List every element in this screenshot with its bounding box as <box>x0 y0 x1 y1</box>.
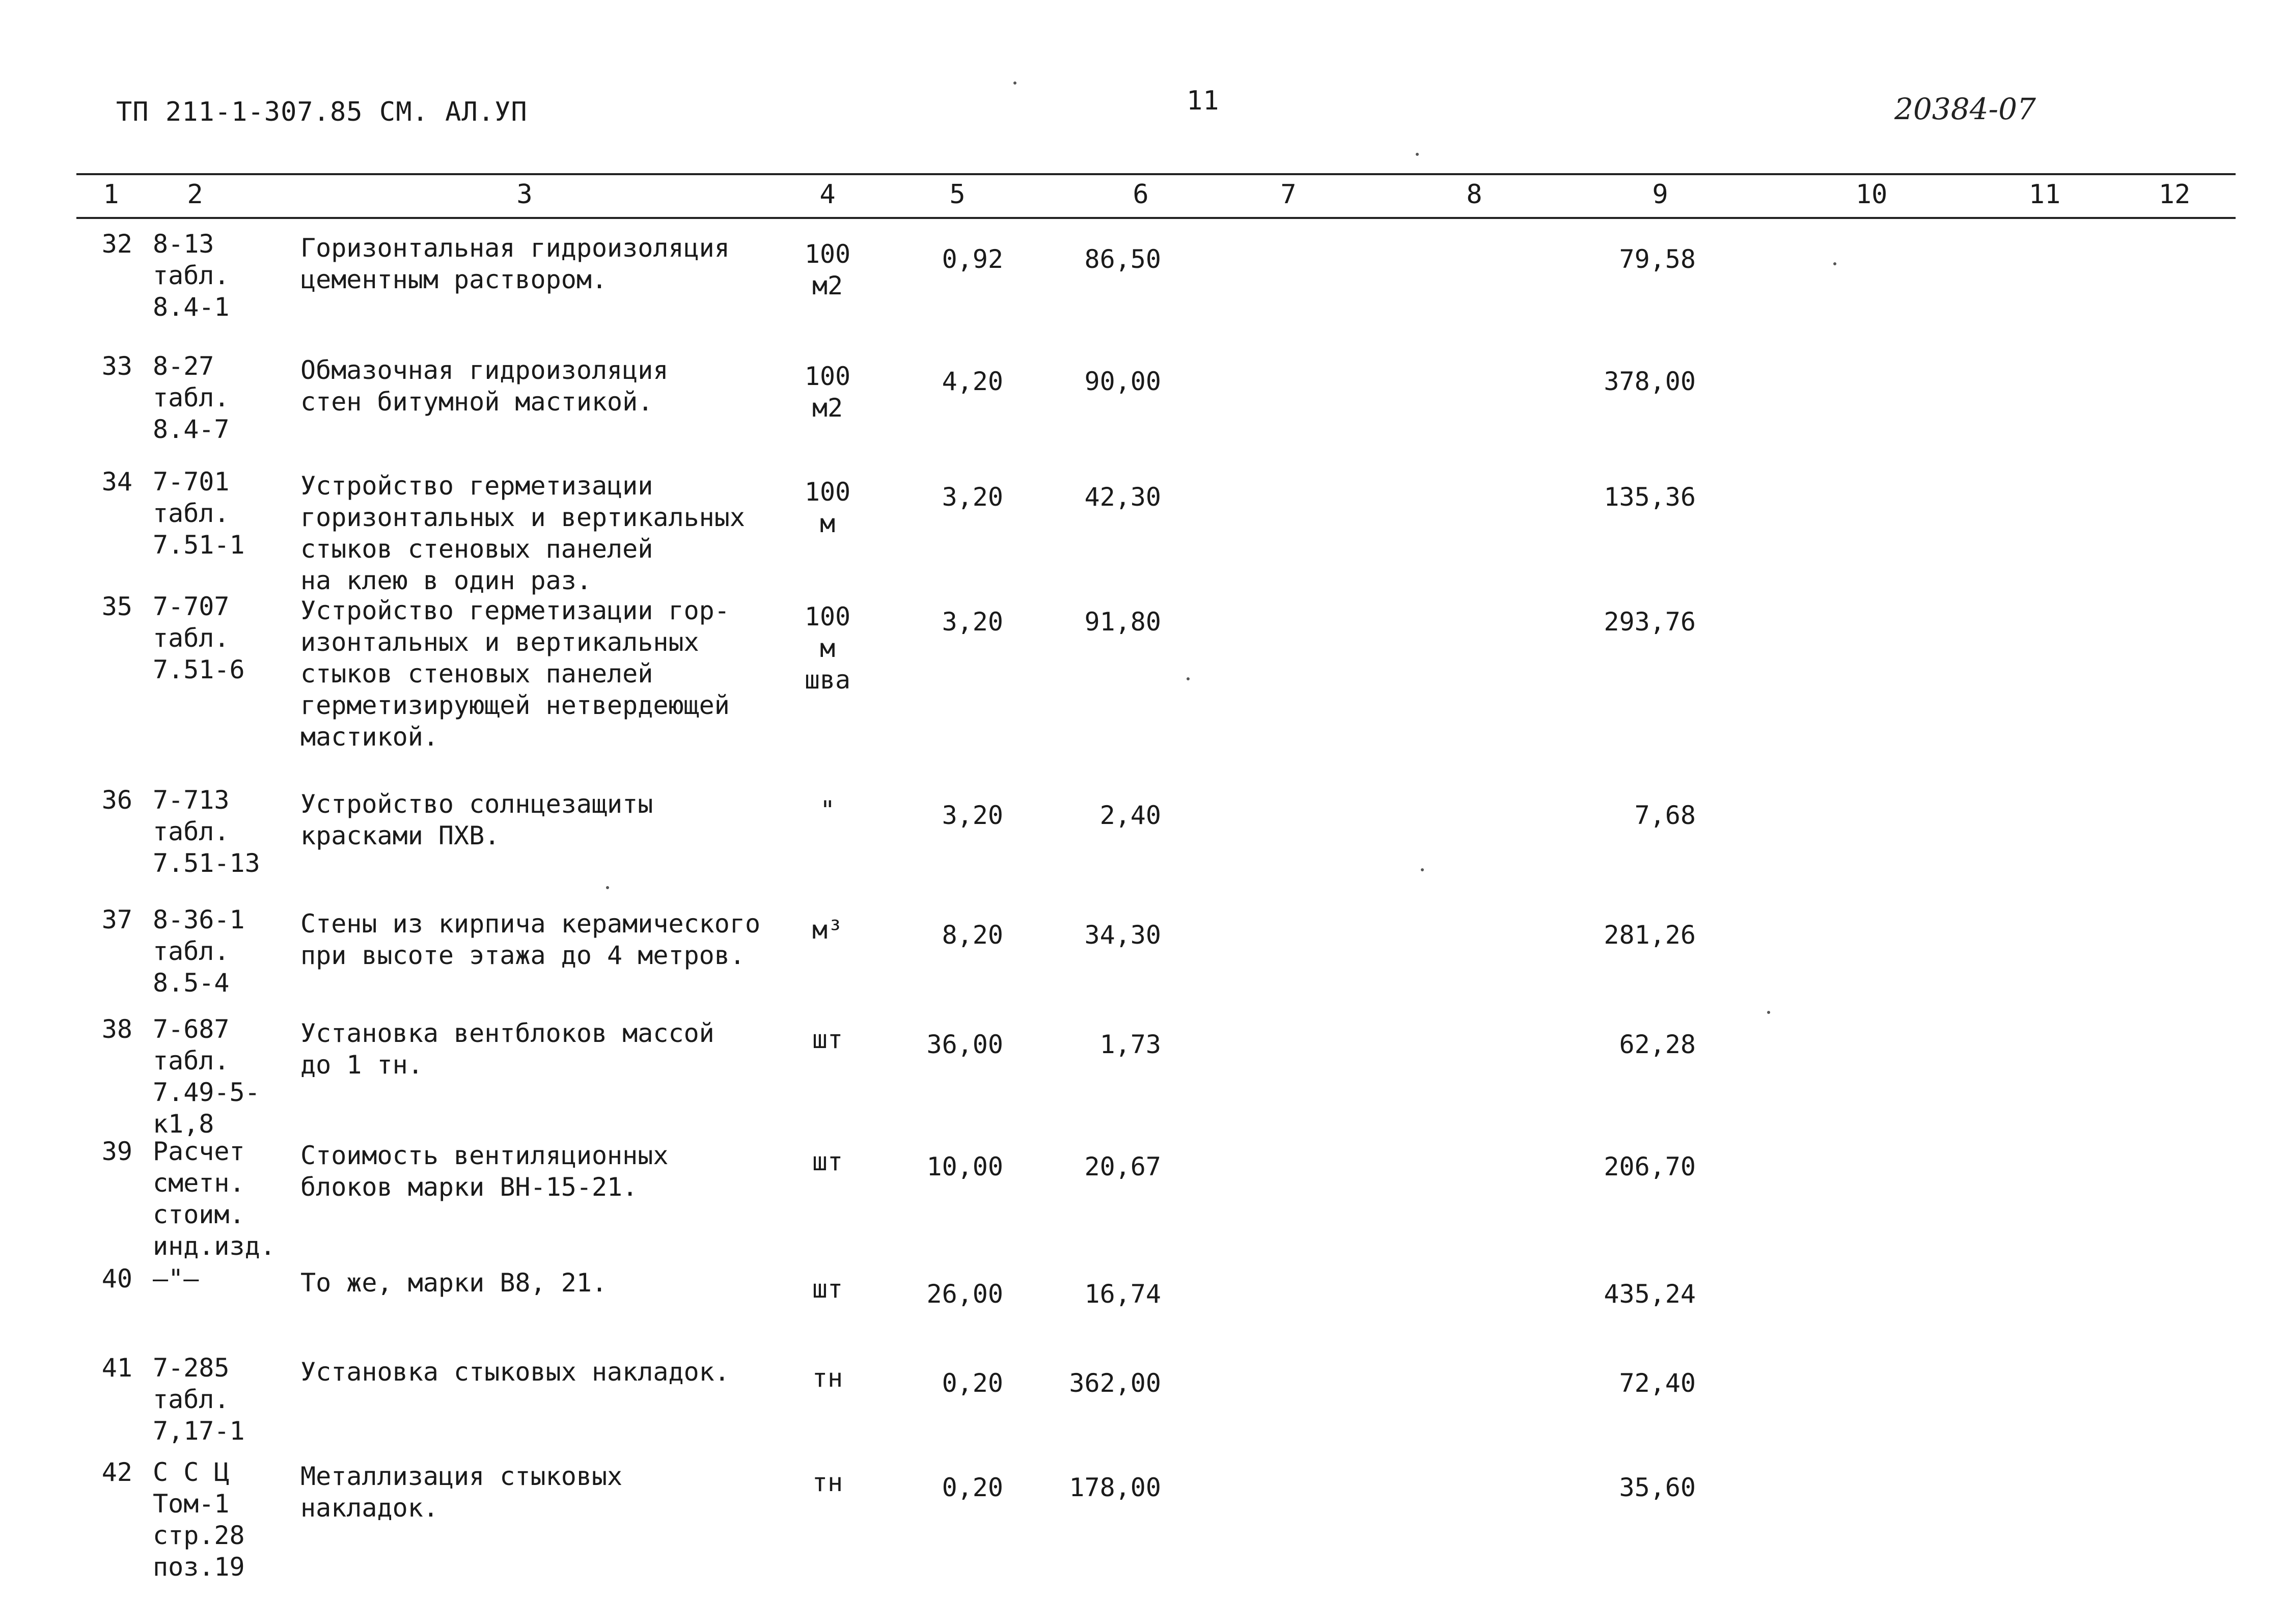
column-number-6: 6 <box>1133 179 1149 210</box>
row-unit: 100 м <box>804 477 851 538</box>
row-number: 36 <box>101 785 132 815</box>
scan-speck <box>1421 868 1424 871</box>
column-number-1: 1 <box>103 179 119 210</box>
column-number-9: 9 <box>1652 179 1668 210</box>
row-quantity: 26,00 <box>926 1279 1003 1309</box>
row-total: 35,60 <box>1619 1473 1696 1502</box>
row-description: Обмазочная гидроизоляция стен битумной мастикой. <box>300 355 669 417</box>
row-norm-code: С С Ц Том-1 стр.28 поз.19 <box>153 1457 245 1582</box>
column-number-2: 2 <box>187 179 203 210</box>
column-number-4: 4 <box>819 179 836 210</box>
row-description: То же, марки В8, 21. <box>300 1268 608 1298</box>
row-unit: шт <box>812 1274 843 1304</box>
row-unit: " <box>819 795 836 825</box>
row-unit-price: 1,73 <box>1099 1030 1161 1059</box>
row-norm-code: 8-13 табл. 8.4-1 <box>153 229 230 322</box>
page-number: 11 <box>1187 86 1220 116</box>
row-description: Горизонтальная гидроизоляция цементным раствором. <box>300 233 730 294</box>
row-unit-price: 42,30 <box>1084 482 1161 512</box>
scan-speck <box>1833 262 1836 265</box>
row-number: 42 <box>101 1457 132 1487</box>
row-description: Установка стыковых накладок. <box>300 1357 730 1387</box>
row-norm-code: 8-36-1 табл. 8.5-4 <box>153 905 245 998</box>
row-total: 378,00 <box>1604 367 1696 396</box>
row-number: 41 <box>101 1353 132 1383</box>
row-unit: 100 м шва <box>804 602 851 695</box>
column-number-10: 10 <box>1855 179 1888 210</box>
row-total: 79,58 <box>1619 244 1696 274</box>
row-number: 35 <box>101 592 132 621</box>
row-unit: тн <box>812 1363 843 1393</box>
row-unit-price: 16,74 <box>1084 1279 1161 1309</box>
row-norm-code: 7-285 табл. 7,17-1 <box>153 1353 245 1446</box>
row-description: Устройство солнцезащиты красками ПХВ. <box>300 789 653 850</box>
scan-speck <box>606 886 609 889</box>
row-unit: шт <box>812 1025 843 1054</box>
row-quantity: 4,20 <box>942 367 1003 396</box>
scan-speck <box>1416 153 1419 156</box>
row-quantity: 0,20 <box>942 1473 1003 1502</box>
column-number-7: 7 <box>1280 179 1297 210</box>
row-unit-price: 90,00 <box>1084 367 1161 396</box>
row-norm-code: 7-701 табл. 7.51-1 <box>153 467 245 560</box>
row-unit-price: 91,80 <box>1084 607 1161 637</box>
row-quantity: 0,92 <box>942 244 1003 274</box>
column-number-3: 3 <box>516 179 533 210</box>
document-code: ТП 211-1-307.85 СМ. АЛ.УП <box>116 97 528 127</box>
scan-speck <box>1767 1011 1770 1014</box>
row-description: Стоимость вентиляционных блоков марки ВН-15-21. <box>300 1141 669 1202</box>
row-norm-code: 7-713 табл. 7.51-13 <box>153 785 260 878</box>
row-unit: тн <box>812 1468 843 1497</box>
row-number: 33 <box>101 351 132 381</box>
row-quantity: 36,00 <box>926 1030 1003 1059</box>
row-quantity: 3,20 <box>942 482 1003 512</box>
row-unit-price: 20,67 <box>1084 1152 1161 1181</box>
row-description: Устройство герметизации горизонтальных и вертикальных стыков стеновых панелей на клею в один раз. <box>300 471 745 595</box>
row-norm-code: 7-707 табл. 7.51-6 <box>153 592 245 684</box>
row-total: 281,26 <box>1604 920 1696 950</box>
row-number: 40 <box>101 1264 132 1293</box>
row-total: 62,28 <box>1619 1030 1696 1059</box>
row-norm-code: 8-27 табл. 8.4-7 <box>153 351 230 444</box>
table-header-rule <box>76 217 2236 219</box>
scan-speck <box>1013 81 1016 85</box>
row-number: 37 <box>101 905 132 934</box>
row-unit: 100 м2 <box>804 362 851 423</box>
column-number-8: 8 <box>1466 179 1482 210</box>
row-description: Металлизация стыковых накладок. <box>300 1462 623 1523</box>
archive-number: 20384-07 <box>1894 92 2036 126</box>
row-norm-code: —"— <box>153 1264 199 1293</box>
column-number-5: 5 <box>949 179 966 210</box>
row-unit-price: 362,00 <box>1069 1368 1161 1398</box>
row-total: 7,68 <box>1634 801 1696 830</box>
row-total: 206,70 <box>1604 1152 1696 1181</box>
row-total: 435,24 <box>1604 1279 1696 1309</box>
row-unit-price: 86,50 <box>1084 244 1161 274</box>
row-norm-code: Расчет сметн. стоим. инд.изд. <box>153 1137 276 1261</box>
row-description: Установка вентблоков массой до 1 тн. <box>300 1019 714 1080</box>
row-total: 135,36 <box>1604 482 1696 512</box>
column-number-12: 12 <box>2158 179 2191 210</box>
row-total: 293,76 <box>1604 607 1696 637</box>
row-quantity: 10,00 <box>926 1152 1003 1181</box>
row-quantity: 0,20 <box>942 1368 1003 1398</box>
row-number: 34 <box>101 467 132 497</box>
row-norm-code: 7-687 табл. 7.49-5- к1,8 <box>153 1014 260 1139</box>
row-total: 72,40 <box>1619 1368 1696 1398</box>
row-quantity: 3,20 <box>942 607 1003 637</box>
column-number-11: 11 <box>2028 179 2061 210</box>
row-number: 39 <box>101 1137 132 1166</box>
row-number: 32 <box>101 229 132 259</box>
row-unit-price: 178,00 <box>1069 1473 1161 1502</box>
row-unit-price: 2,40 <box>1099 801 1161 830</box>
scan-speck <box>1187 677 1190 680</box>
row-unit: шт <box>812 1147 843 1176</box>
table-top-rule <box>76 173 2236 175</box>
row-description: Устройство герметизации гор- изонтальных и вертикальных стыков стеновых панелей герметизирующей нетвердеющей мастикой. <box>300 596 730 752</box>
row-quantity: 8,20 <box>942 920 1003 950</box>
row-unit-price: 34,30 <box>1084 920 1161 950</box>
row-number: 38 <box>101 1014 132 1044</box>
row-description: Стены из кирпича керамического при высоте этажа до 4 метров. <box>300 909 761 970</box>
row-quantity: 3,20 <box>942 801 1003 830</box>
row-unit: м³ <box>812 915 843 945</box>
row-unit: 100 м2 <box>804 239 851 300</box>
